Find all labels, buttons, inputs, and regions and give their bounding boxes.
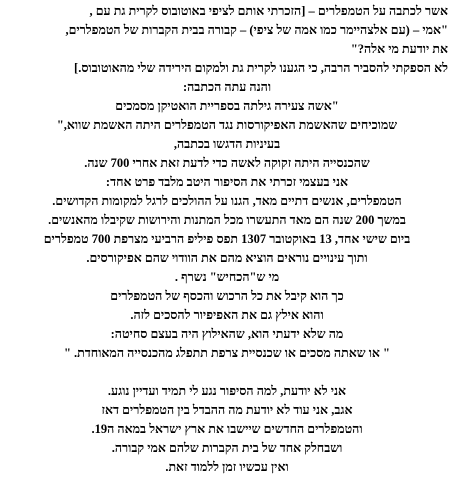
text-line-19: " או שאתה מסכים או שכנסיית צרפת תתפלג מהכנסייה המאוחדת. " <box>63 346 391 360</box>
text-line-21: אני לא יודעת, למה הסיפור נגע לי תמיד ועדיין נוגע. <box>107 384 347 398</box>
text-line-2: "אמי – (עם אלצהיימר כמו אמה של ציפי) – קבורה בבית הקברות של הטמפלרים, <box>65 23 448 37</box>
text-line-12: במשך 200 שנה הם מאד התעשרו מכל המתנות והירושות שקיבלו מהאנשים. <box>48 213 406 227</box>
text-line-9: שהכנסייה היתה זקוקה לאשה כדי לדעת זאת אחרי 700 שנה. <box>84 156 370 170</box>
text-line-14: ותוך עינויים נוראים הוציא מהם את הוודוי שהם אפיקורסים. <box>86 251 368 265</box>
text-line-22: אגב, אני עוד לא יודעת מה ההבדל בין הטמפלרים דאז <box>101 403 353 417</box>
text-line-5: והנה עתה הכתבה: <box>182 80 272 94</box>
text-line-10: אני בעצמי זכרתי את הסיפור היטב מלבד פרט אחד: <box>105 175 349 189</box>
text-line-25: ואין עכשיו זמן ללמוד זאת. <box>165 460 289 474</box>
text-line-1: אשר לכתבה על הטמפלרים – [הזכרתי אותם לציפי באוטובוס לקרית גת עם , <box>89 4 448 18</box>
text-line-7: שמוכיחים שהאשמת האפיקורסות נגד הטמפלרים היתה האשמת שווא," <box>56 118 398 132</box>
text-line-23: והטמפלרים החדשים שיישבו את ארץ ישראל במאה ה19. <box>91 422 363 436</box>
paragraph-gap <box>6 363 448 382</box>
text-line-15: מי ש"הכחיש" נשרף . <box>174 270 280 284</box>
text-line-6: "אשה צעירה גילתה בספריית הואטיקן מסמכים <box>115 99 339 113</box>
text-line-3: את יודעת מי אלה?" <box>350 42 448 56</box>
text-line-17: והוא אילץ גם את האפיפיור להסכים לזה. <box>130 308 324 322</box>
text-line-8: בעיניות הדגשו בכתבה, <box>173 137 281 151</box>
text-line-16: כך הוא קיבל את כל הרכוש והכסף של הטמפלרים <box>110 289 344 303</box>
text-line-11: הטמפלרים, אנשים דתיים מאד, הגנו על ההולכים לרגל למקומות הקדושים. <box>52 194 402 208</box>
text-line-24: ושבחלק אחד של בית הקברות שלהם אמי קבורה. <box>111 441 343 455</box>
text-line-13: ביום שישי אחד, 13 באוקטובר 1307 תפס פיליפ הרביעי מצרפת 700 טמפלרים <box>43 232 411 246</box>
text-line-18: מה שלא ידעתי הוא, שהאילוץ היה בעצם סחיטה: <box>110 327 344 341</box>
text-line-4: לא הספקתי להסביר הרבה, כי הגענו לקרית גת ולמקום הירידה שלי מהאוטובוס.] <box>74 61 448 75</box>
